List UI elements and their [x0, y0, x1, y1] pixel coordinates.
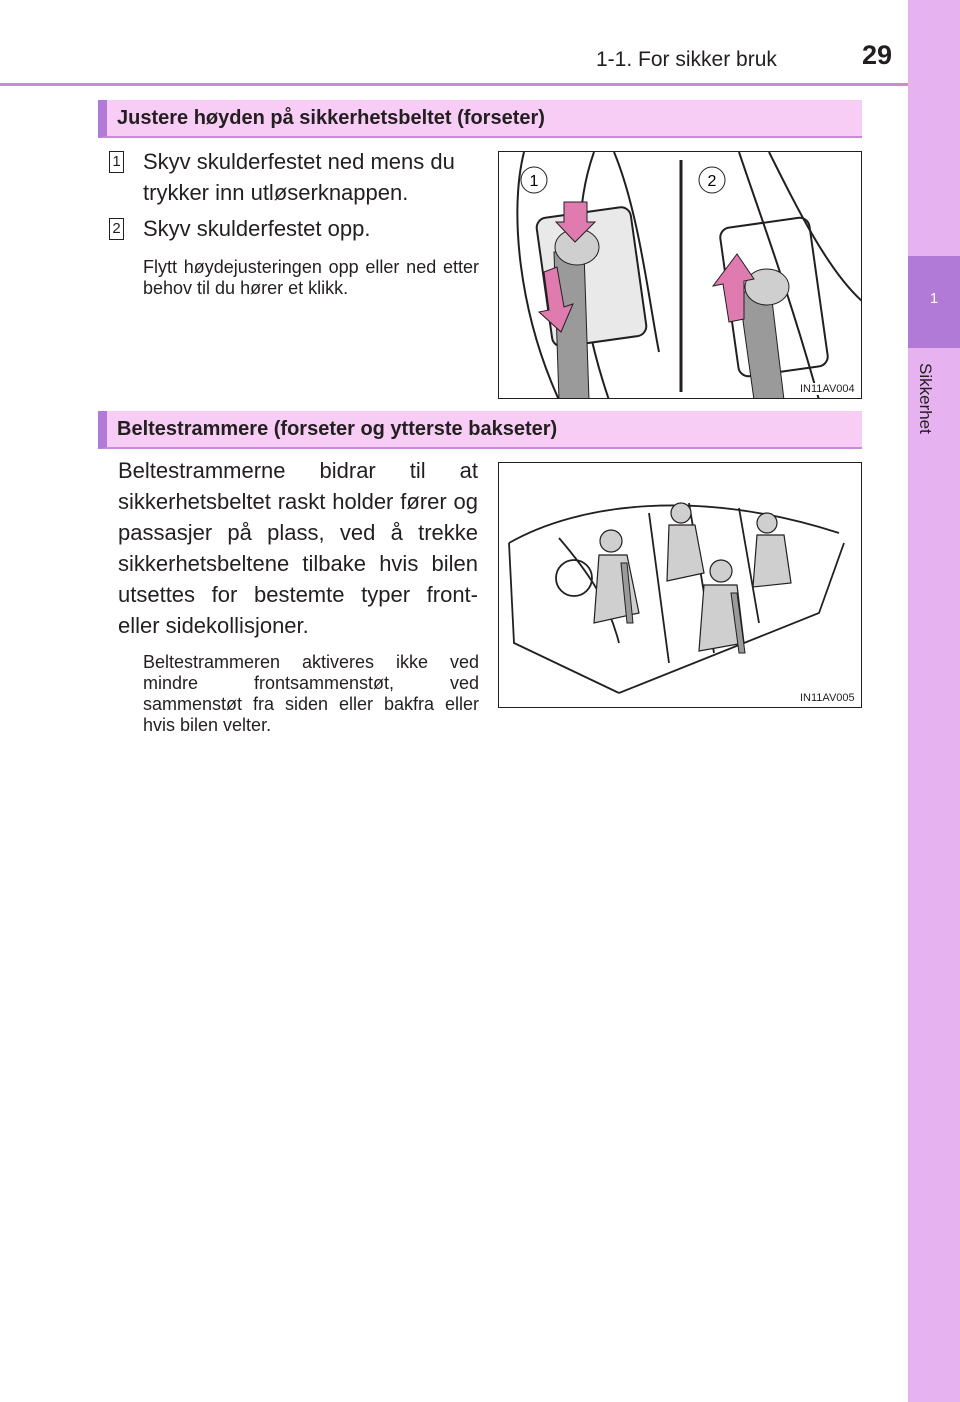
figure-pretensioners [498, 462, 862, 708]
step-2-text: Skyv skulderfestet opp. [143, 216, 371, 241]
side-tab-number: 1 [929, 290, 939, 307]
section-title: Beltestrammere (forseter og ytterste bakseter) [117, 418, 558, 440]
shoulder-anchor-illustration [499, 152, 862, 399]
chapter-title: 1-1. For sikker bruk [596, 48, 777, 71]
side-tab-label: Sikkerhet [916, 363, 935, 434]
step-1-text: Skyv skulderfestet ned mens du trykker inn utløserknappen. [143, 149, 455, 205]
section-title: Justere høyden på sikkerhetsbeltet (forseter) [117, 107, 545, 129]
figure-callout-1: 1 [529, 173, 539, 190]
figure-shoulder-anchor [498, 151, 862, 399]
figure-code-1: IN11AV004 [797, 383, 858, 395]
figure-code-2: IN11AV005 [797, 692, 858, 704]
pretensioner-note: Beltestrammeren aktiveres ikke ved mindre frontsammenstøt, ved sammenstøt fra siden eller bakfra eller hvis bilen velter. [143, 652, 479, 735]
car-interior-illustration [499, 463, 862, 708]
section-heading-seatbelt-height [98, 100, 862, 138]
figure-callout-2: 2 [707, 173, 717, 190]
page-number: 29 [862, 40, 893, 70]
pretensioner-body: Beltestrammerne bidrar til at sikkerhetsbeltet raskt holder fører og passasjer på plass, ved å trekke sikkerhetsbeltene tilbake hvis bilen utsettes for bestemte typer front- eller sidekollisjoner. [118, 458, 478, 638]
note-height-adjust: Flytt høydejusteringen opp eller ned etter behov til du hører et klikk. [143, 257, 479, 298]
step-mark-1: 1 [109, 151, 124, 173]
side-tab [908, 0, 960, 1402]
section-heading-pretensioners [98, 411, 862, 449]
step-mark-2: 2 [109, 218, 124, 240]
header-rule [0, 83, 908, 86]
